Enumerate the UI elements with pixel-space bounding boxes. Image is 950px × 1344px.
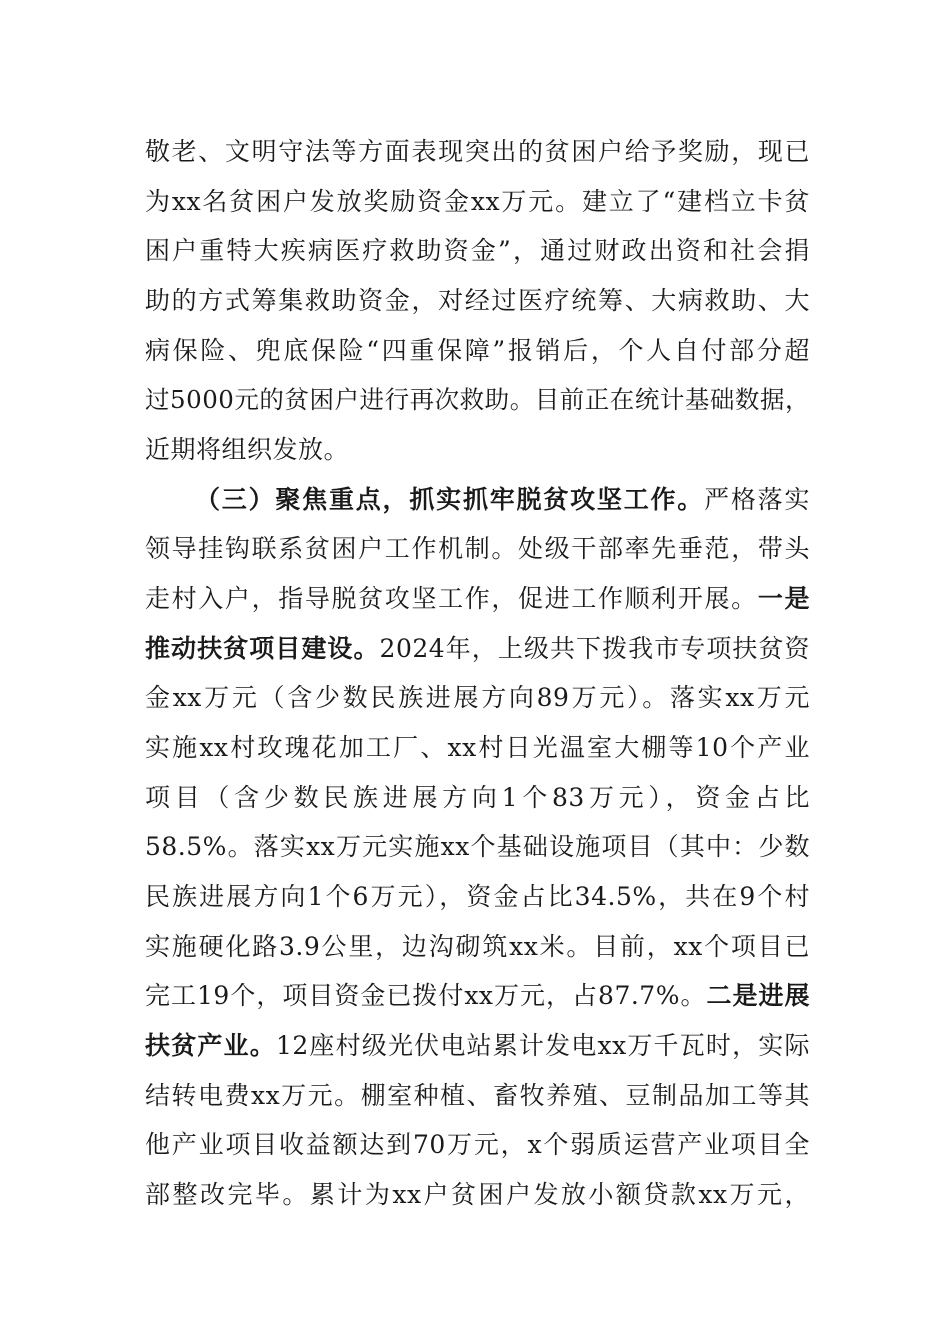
text-line: 为xx名贫困户发放奖励资金xx万元。建立了“建档立卡贫	[145, 187, 810, 216]
text-line: 推动扶贫项目建设。2024年，上级共下拨我市专项扶贫资	[145, 634, 810, 663]
text-line: 金xx万元（含少数民族进展方向89万元）。落实xx万元	[145, 683, 810, 712]
text-line: 走村入户，指导脱贫攻坚工作，促进工作顺利开展。一是	[145, 584, 810, 613]
bold-subheading: 扶贫产业。	[145, 1031, 276, 1060]
text-line: 敬老、文明守法等方面表现突出的贫困户给予奖励，现已	[145, 137, 810, 166]
text-line: 近期将组织发放。	[145, 435, 350, 464]
bold-marker: 二是进展	[706, 981, 810, 1010]
text-line: 病保险、兜底保险“四重保障”报销后，个人自付部分超	[145, 336, 810, 365]
section-heading-line: （三）聚焦重点，抓实抓牢脱贫攻坚工作。严格落实	[195, 485, 810, 514]
text-line: 过5000元的贫困户进行再次救助。目前正在统计基础数据，	[145, 385, 810, 414]
text-line: 58.5%。落实xx万元实施xx个基础设施项目（其中：少数	[145, 832, 810, 861]
text-line: 民族进展方向1个6万元），资金占比34.5%，共在9个村	[145, 882, 810, 911]
text-line: 扶贫产业。12座村级光伏电站累计发电xx万千瓦时，实际	[145, 1031, 810, 1060]
text-line: 部整改完毕。累计为xx户贫困户发放小额贷款xx万元，	[145, 1180, 810, 1209]
section-heading: （三）聚焦重点，抓实抓牢脱贫攻坚工作。	[195, 485, 705, 514]
text-line: 领导挂钩联系贫困户工作机制。处级干部率先垂范，带头	[145, 534, 810, 563]
text-line: 助的方式筹集救助资金，对经过医疗统筹、大病救助、大	[145, 286, 810, 315]
text-line: 完工19个，项目资金已拨付xx万元，占87.7%。二是进展	[145, 981, 810, 1010]
text-line: 他产业项目收益额达到70万元，x个弱质运营产业项目全	[145, 1130, 810, 1159]
text-line: 实施硬化路3.9公里，边沟砌筑xx米。目前，xx个项目已	[145, 932, 810, 961]
text-line: 困户重特大疾病医疗救助资金”，通过财政出资和社会捐	[145, 236, 810, 265]
text-line: 实施xx村玫瑰花加工厂、xx村日光温室大棚等10个产业	[145, 733, 810, 762]
bold-marker: 一是	[757, 584, 810, 613]
text-line: 项目（含少数民族进展方向1个83万元），资金占比	[145, 783, 810, 812]
text-line: 结转电费xx万元。棚室种植、畜牧养殖、豆制品加工等其	[145, 1081, 810, 1110]
bold-subheading: 推动扶贫项目建设。	[145, 634, 380, 663]
